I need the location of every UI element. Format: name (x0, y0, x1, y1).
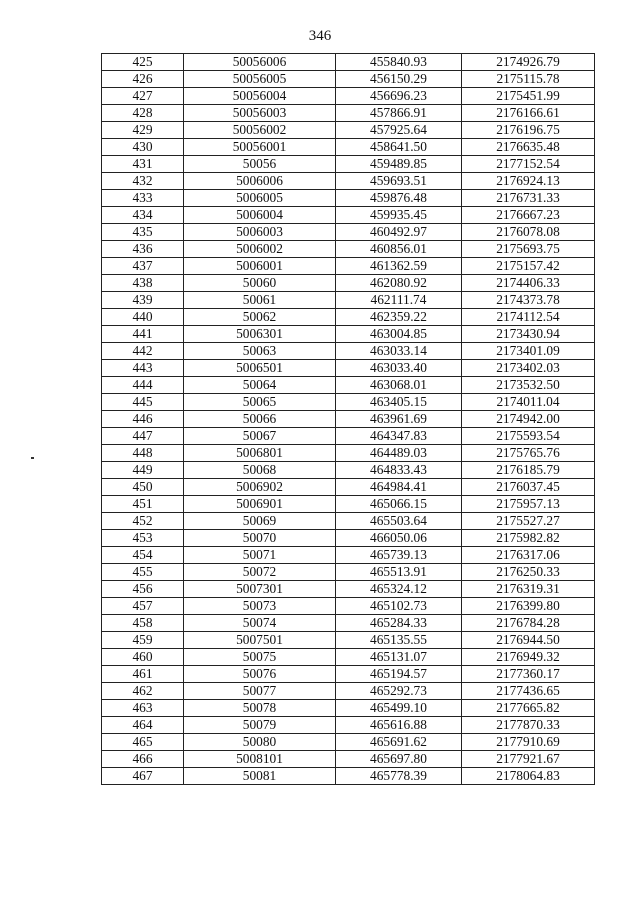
table-row (102, 564, 595, 581)
y-coordinate-cell: 2173532.50 (462, 377, 595, 394)
row-number-cell: 465 (102, 734, 184, 751)
table-row (102, 173, 595, 190)
row-number-cell: 434 (102, 207, 184, 224)
row-number-cell: 457 (102, 598, 184, 615)
y-coordinate-cell: 2175451.99 (462, 88, 595, 105)
x-coordinate-cell: 462359.22 (336, 309, 462, 326)
table-row (102, 632, 595, 649)
point-id-cell: 50066 (184, 411, 336, 428)
point-id-cell: 50070 (184, 530, 336, 547)
point-id-cell: 50079 (184, 717, 336, 734)
point-id-cell: 5006002 (184, 241, 336, 258)
x-coordinate-cell: 465066.15 (336, 496, 462, 513)
table-row (102, 122, 595, 139)
coordinates-table-body (102, 54, 595, 785)
x-coordinate-cell: 465691.62 (336, 734, 462, 751)
point-id-cell: 50067 (184, 428, 336, 445)
row-number-cell: 431 (102, 156, 184, 173)
x-coordinate-cell: 458641.50 (336, 139, 462, 156)
x-coordinate-cell: 465135.55 (336, 632, 462, 649)
point-id-cell: 5006301 (184, 326, 336, 343)
point-id-cell: 5006003 (184, 224, 336, 241)
table-row (102, 734, 595, 751)
page-number: 346 (308, 28, 332, 44)
y-coordinate-cell: 2177152.54 (462, 156, 595, 173)
y-coordinate-cell: 2176166.61 (462, 105, 595, 122)
x-coordinate-cell: 456150.29 (336, 71, 462, 88)
point-id-cell: 5006001 (184, 258, 336, 275)
y-coordinate-cell: 2173402.03 (462, 360, 595, 377)
row-number-cell: 426 (102, 71, 184, 88)
table-row (102, 462, 595, 479)
table-row (102, 428, 595, 445)
row-number-cell: 461 (102, 666, 184, 683)
x-coordinate-cell: 465324.12 (336, 581, 462, 598)
point-id-cell: 50056004 (184, 88, 336, 105)
y-coordinate-cell: 2176635.48 (462, 139, 595, 156)
point-id-cell: 50060 (184, 275, 336, 292)
row-number-cell: 437 (102, 258, 184, 275)
row-number-cell: 435 (102, 224, 184, 241)
table-row (102, 309, 595, 326)
table-row (102, 717, 595, 734)
y-coordinate-cell: 2175957.13 (462, 496, 595, 513)
y-coordinate-cell: 2175593.54 (462, 428, 595, 445)
x-coordinate-cell: 465102.73 (336, 598, 462, 615)
table-row (102, 530, 595, 547)
point-id-cell: 50056001 (184, 139, 336, 156)
point-id-cell: 50073 (184, 598, 336, 615)
row-number-cell: 463 (102, 700, 184, 717)
row-number-cell: 452 (102, 513, 184, 530)
y-coordinate-cell: 2177665.82 (462, 700, 595, 717)
row-number-cell: 433 (102, 190, 184, 207)
table-row (102, 615, 595, 632)
row-number-cell: 438 (102, 275, 184, 292)
point-id-cell: 50056005 (184, 71, 336, 88)
y-coordinate-cell: 2176399.80 (462, 598, 595, 615)
y-coordinate-cell: 2175765.76 (462, 445, 595, 462)
x-coordinate-cell: 464489.03 (336, 445, 462, 462)
table-row (102, 649, 595, 666)
y-coordinate-cell: 2176944.50 (462, 632, 595, 649)
table-row (102, 88, 595, 105)
table-row (102, 598, 595, 615)
table-row (102, 326, 595, 343)
point-id-cell: 50063 (184, 343, 336, 360)
y-coordinate-cell: 2175115.78 (462, 71, 595, 88)
y-coordinate-cell: 2174112.54 (462, 309, 595, 326)
point-id-cell: 50072 (184, 564, 336, 581)
x-coordinate-cell: 460856.01 (336, 241, 462, 258)
row-number-cell: 432 (102, 173, 184, 190)
row-number-cell: 444 (102, 377, 184, 394)
row-number-cell: 425 (102, 54, 184, 71)
point-id-cell: 50065 (184, 394, 336, 411)
y-coordinate-cell: 2177360.17 (462, 666, 595, 683)
x-coordinate-cell: 457866.91 (336, 105, 462, 122)
row-number-cell: 430 (102, 139, 184, 156)
table-row (102, 360, 595, 377)
x-coordinate-cell: 465194.57 (336, 666, 462, 683)
y-coordinate-cell: 2175693.75 (462, 241, 595, 258)
point-id-cell: 50056 (184, 156, 336, 173)
x-coordinate-cell: 464347.83 (336, 428, 462, 445)
y-coordinate-cell: 2177870.33 (462, 717, 595, 734)
row-number-cell: 458 (102, 615, 184, 632)
x-coordinate-cell: 462080.92 (336, 275, 462, 292)
x-coordinate-cell: 459693.51 (336, 173, 462, 190)
x-coordinate-cell: 463961.69 (336, 411, 462, 428)
row-number-cell: 446 (102, 411, 184, 428)
point-id-cell: 50064 (184, 377, 336, 394)
x-coordinate-cell: 465513.91 (336, 564, 462, 581)
y-coordinate-cell: 2176949.32 (462, 649, 595, 666)
point-id-cell: 50080 (184, 734, 336, 751)
row-number-cell: 447 (102, 428, 184, 445)
y-coordinate-cell: 2175527.27 (462, 513, 595, 530)
y-coordinate-cell: 2174406.33 (462, 275, 595, 292)
y-coordinate-cell: 2174373.78 (462, 292, 595, 309)
x-coordinate-cell: 465778.39 (336, 768, 462, 785)
y-coordinate-cell: 2173430.94 (462, 326, 595, 343)
x-coordinate-cell: 466050.06 (336, 530, 462, 547)
y-coordinate-cell: 2178064.83 (462, 768, 595, 785)
y-coordinate-cell: 2174011.04 (462, 394, 595, 411)
point-id-cell: 5006005 (184, 190, 336, 207)
table-row (102, 700, 595, 717)
row-number-cell: 460 (102, 649, 184, 666)
point-id-cell: 5006902 (184, 479, 336, 496)
x-coordinate-cell: 463004.85 (336, 326, 462, 343)
point-id-cell: 50056003 (184, 105, 336, 122)
row-number-cell: 429 (102, 122, 184, 139)
x-coordinate-cell: 465739.13 (336, 547, 462, 564)
table-row (102, 683, 595, 700)
table-row (102, 241, 595, 258)
scan-speck-mark (31, 457, 34, 459)
x-coordinate-cell: 465503.64 (336, 513, 462, 530)
point-id-cell: 5006501 (184, 360, 336, 377)
table-row (102, 292, 595, 309)
row-number-cell: 466 (102, 751, 184, 768)
point-id-cell: 50056002 (184, 122, 336, 139)
table-row (102, 496, 595, 513)
x-coordinate-cell: 457925.64 (336, 122, 462, 139)
y-coordinate-cell: 2176784.28 (462, 615, 595, 632)
x-coordinate-cell: 459489.85 (336, 156, 462, 173)
point-id-cell: 50076 (184, 666, 336, 683)
x-coordinate-cell: 464833.43 (336, 462, 462, 479)
table-row (102, 105, 595, 122)
y-coordinate-cell: 2174926.79 (462, 54, 595, 71)
x-coordinate-cell: 459876.48 (336, 190, 462, 207)
x-coordinate-cell: 463033.40 (336, 360, 462, 377)
table-row (102, 207, 595, 224)
y-coordinate-cell: 2176196.75 (462, 122, 595, 139)
y-coordinate-cell: 2175982.82 (462, 530, 595, 547)
y-coordinate-cell: 2177921.67 (462, 751, 595, 768)
point-id-cell: 50071 (184, 547, 336, 564)
table-row (102, 411, 595, 428)
point-id-cell: 50061 (184, 292, 336, 309)
table-row (102, 513, 595, 530)
table-row (102, 768, 595, 785)
x-coordinate-cell: 463405.15 (336, 394, 462, 411)
y-coordinate-cell: 2174942.00 (462, 411, 595, 428)
row-number-cell: 449 (102, 462, 184, 479)
table-row (102, 156, 595, 173)
table-row (102, 751, 595, 768)
coordinates-table (101, 53, 595, 785)
y-coordinate-cell: 2177910.69 (462, 734, 595, 751)
y-coordinate-cell: 2175157.42 (462, 258, 595, 275)
x-coordinate-cell: 461362.59 (336, 258, 462, 275)
row-number-cell: 451 (102, 496, 184, 513)
point-id-cell: 5008101 (184, 751, 336, 768)
row-number-cell: 467 (102, 768, 184, 785)
row-number-cell: 448 (102, 445, 184, 462)
point-id-cell: 50068 (184, 462, 336, 479)
point-id-cell: 5006004 (184, 207, 336, 224)
x-coordinate-cell: 456696.23 (336, 88, 462, 105)
point-id-cell: 50077 (184, 683, 336, 700)
x-coordinate-cell: 462111.74 (336, 292, 462, 309)
table-row (102, 394, 595, 411)
table-row (102, 54, 595, 71)
point-id-cell: 50069 (184, 513, 336, 530)
table-row (102, 377, 595, 394)
x-coordinate-cell: 465499.10 (336, 700, 462, 717)
y-coordinate-cell: 2176317.06 (462, 547, 595, 564)
row-number-cell: 440 (102, 309, 184, 326)
x-coordinate-cell: 465131.07 (336, 649, 462, 666)
table-row (102, 445, 595, 462)
row-number-cell: 441 (102, 326, 184, 343)
point-id-cell: 5006801 (184, 445, 336, 462)
x-coordinate-cell: 465284.33 (336, 615, 462, 632)
point-id-cell: 5007501 (184, 632, 336, 649)
table-row (102, 666, 595, 683)
table-row (102, 343, 595, 360)
row-number-cell: 436 (102, 241, 184, 258)
y-coordinate-cell: 2173401.09 (462, 343, 595, 360)
table-row (102, 581, 595, 598)
y-coordinate-cell: 2176924.13 (462, 173, 595, 190)
row-number-cell: 428 (102, 105, 184, 122)
row-number-cell: 456 (102, 581, 184, 598)
x-coordinate-cell: 455840.93 (336, 54, 462, 71)
point-id-cell: 50081 (184, 768, 336, 785)
y-coordinate-cell: 2176250.33 (462, 564, 595, 581)
table-row (102, 71, 595, 88)
row-number-cell: 453 (102, 530, 184, 547)
y-coordinate-cell: 2176185.79 (462, 462, 595, 479)
y-coordinate-cell: 2176667.23 (462, 207, 595, 224)
table-row (102, 190, 595, 207)
point-id-cell: 5006901 (184, 496, 336, 513)
table-row (102, 224, 595, 241)
point-id-cell: 50075 (184, 649, 336, 666)
row-number-cell: 442 (102, 343, 184, 360)
row-number-cell: 454 (102, 547, 184, 564)
row-number-cell: 455 (102, 564, 184, 581)
row-number-cell: 445 (102, 394, 184, 411)
point-id-cell: 50062 (184, 309, 336, 326)
row-number-cell: 450 (102, 479, 184, 496)
y-coordinate-cell: 2176319.31 (462, 581, 595, 598)
table-row (102, 275, 595, 292)
y-coordinate-cell: 2176037.45 (462, 479, 595, 496)
row-number-cell: 464 (102, 717, 184, 734)
row-number-cell: 427 (102, 88, 184, 105)
row-number-cell: 439 (102, 292, 184, 309)
point-id-cell: 50078 (184, 700, 336, 717)
point-id-cell: 50074 (184, 615, 336, 632)
table-row (102, 547, 595, 564)
row-number-cell: 462 (102, 683, 184, 700)
y-coordinate-cell: 2176731.33 (462, 190, 595, 207)
row-number-cell: 459 (102, 632, 184, 649)
x-coordinate-cell: 464984.41 (336, 479, 462, 496)
x-coordinate-cell: 465292.73 (336, 683, 462, 700)
row-number-cell: 443 (102, 360, 184, 377)
table-row (102, 258, 595, 275)
y-coordinate-cell: 2176078.08 (462, 224, 595, 241)
point-id-cell: 5007301 (184, 581, 336, 598)
y-coordinate-cell: 2177436.65 (462, 683, 595, 700)
point-id-cell: 50056006 (184, 54, 336, 71)
x-coordinate-cell: 465616.88 (336, 717, 462, 734)
x-coordinate-cell: 465697.80 (336, 751, 462, 768)
table-row (102, 479, 595, 496)
x-coordinate-cell: 459935.45 (336, 207, 462, 224)
x-coordinate-cell: 463068.01 (336, 377, 462, 394)
x-coordinate-cell: 463033.14 (336, 343, 462, 360)
point-id-cell: 5006006 (184, 173, 336, 190)
x-coordinate-cell: 460492.97 (336, 224, 462, 241)
table-row (102, 139, 595, 156)
